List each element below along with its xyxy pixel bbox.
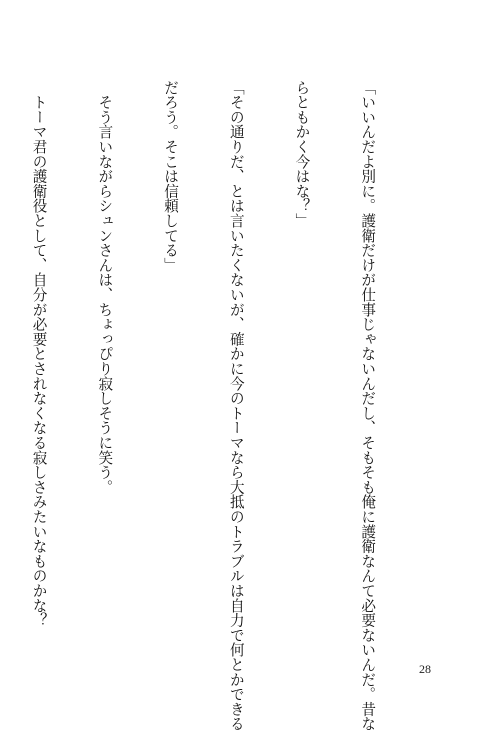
- text-line: 「その通りだ、とは言いたくないが、確かに今のトーマなら大抵のトラブルは自力で何とかできる: [227, 80, 245, 732]
- text-line: トーマ君の護衛役として、自分が必要とされなくなる寂しさみたいなものかな？: [30, 80, 48, 628]
- page-number: 28: [419, 662, 431, 676]
- text-line: だろう。そこは信頼してる」: [162, 80, 180, 273]
- text-line: らともかく今はな？」: [293, 80, 311, 228]
- text-line: そう言いながらシュンさんは、ちょっぴり寂しそうに笑う。: [96, 80, 114, 495]
- text-line: 「いいんだよ別に。護衛だけが仕事じゃないんだし、そもそも俺に護衛なんて必要ないんだ。昔な: [359, 80, 377, 732]
- vertical-text-body: [30, 80, 422, 732]
